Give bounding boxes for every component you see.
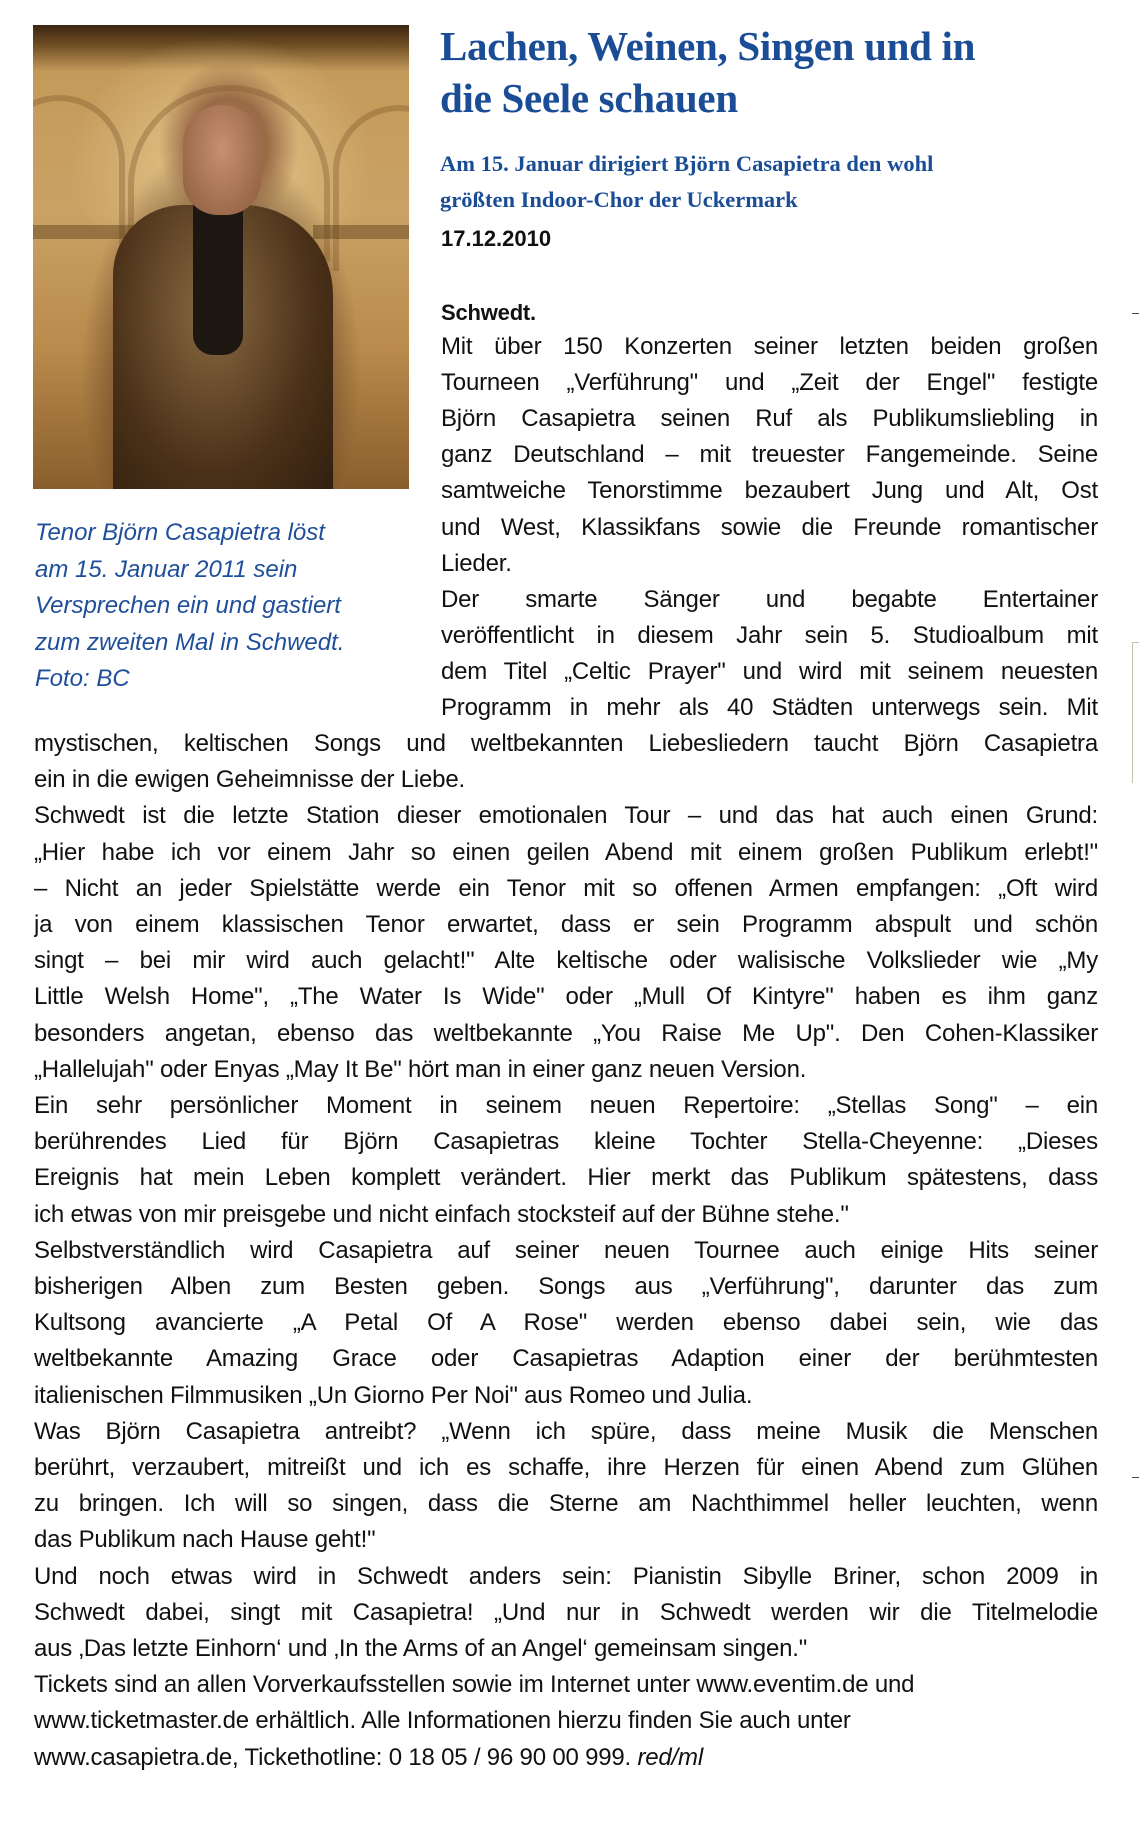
body-line: Schwedt dabei, singt mit Casapietra! „Und nur in Schwedt werden wir die Titelmelodie	[34, 1598, 1098, 1626]
author-signature: red/ml	[637, 1743, 703, 1771]
body-line: singt – bei mir wird auch gelacht!" Alte keltische oder walisische Volkslieder wie „My	[34, 947, 1098, 975]
body-line: berührendes Lied für Björn Casapietras kleine Tochter Stella-Cheyenne: „Dieses	[34, 1128, 1098, 1156]
caption-line: Tenor Björn Casapietra löst	[35, 519, 325, 546]
body-line: Programm in mehr als 40 Städten unterwegs sein. Mit	[441, 694, 1098, 721]
body-line: veröffentlicht in diesem Jahr sein 5. Studioalbum mit	[441, 621, 1098, 649]
body-line: dem Titel „Celtic Prayer" und wird mit seinem neuesten	[441, 657, 1098, 685]
body-line: „Hallelujah" oder Enyas „May It Be" hört man in einer ganz neuen Version.	[34, 1055, 807, 1083]
body-line: mystischen, keltischen Songs und weltbekannten Liebesliedern taucht Björn Casapietra	[34, 730, 1098, 757]
caption-line: zum zweiten Mal in Schwedt.	[35, 628, 345, 656]
photo-figure-head	[183, 105, 261, 215]
body-line: Und noch etwas wird in Schwedt anders sein: Pianistin Sibylle Briner, schon 2009 in	[34, 1562, 1098, 1590]
body-line: ich etwas von mir preisgebe und nicht einfach stocksteif auf der Bühne stehe."	[34, 1200, 849, 1228]
body-line: zu bringen. Ich will so singen, dass die Sterne am Nachthimmel heller leuchten, wenn	[34, 1490, 1098, 1518]
body-line: Schwedt ist die letzte Station dieser emotionalen Tour – und das hat auch einen Grund:	[34, 802, 1098, 830]
article-date: 17.12.2010	[441, 226, 552, 251]
photo-arch-right	[333, 105, 409, 271]
body-line: ganz Deutschland – mit treuester Fangemeinde. Seine	[441, 441, 1098, 469]
body-line: samtweiche Tenorstimme bezaubert Jung und Alt, Ost	[441, 477, 1098, 505]
headline-line: Lachen, Weinen, Singen und in	[440, 23, 976, 69]
photo-caption	[35, 515, 415, 698]
caption-line: am 15. Januar 2011 sein	[35, 555, 298, 583]
body-line: Mit über 150 Konzerten seiner letzten beiden großen	[441, 333, 1098, 360]
body-line: Ein sehr persönlicher Moment in seinem neuen Repertoire: „Stellas Song" – ein	[34, 1092, 1098, 1119]
body-line: www.ticketmaster.de erhältlich. Alle Informationen hierzu finden Sie auch unter	[34, 1707, 851, 1735]
subheadline-line: größten Indoor-Chor der Uckermark	[440, 187, 798, 212]
body-line: das Publikum nach Hause geht!"	[34, 1526, 376, 1554]
body-line: weltbekannte Amazing Grace oder Casapietras Adaption einer der berühmtesten	[34, 1345, 1098, 1373]
body-line: Tickets sind an allen Vorverkaufsstellen sowie im Internet unter www.eventim.de und	[34, 1671, 915, 1699]
edge-mark	[1132, 1477, 1139, 1478]
photo-ledge-right	[313, 225, 409, 239]
body-line: Kultsong avancierte „A Petal Of A Rose" werden ebenso dabei sein, wie das	[34, 1309, 1098, 1337]
body-line: ein in die ewigen Geheimnisse der Liebe.	[34, 766, 465, 794]
body-line: Björn Casapietra seinen Ruf als Publikumsliebling in	[441, 405, 1098, 433]
body-line: Was Björn Casapietra antreibt? „Wenn ich spüre, dass meine Musik die Menschen	[34, 1417, 1098, 1445]
body-line: Selbstverständlich wird Casapietra auf seiner neuen Tournee auch einige Hits seiner	[34, 1236, 1098, 1264]
article-dateline: Schwedt.	[441, 300, 536, 325]
subheadline-line: Am 15. Januar dirigiert Björn Casapietra den wohl	[440, 151, 934, 176]
edge-mark	[1132, 313, 1139, 314]
article-subheadline	[440, 146, 1120, 218]
body-line: Tourneen „Verführung" und „Zeit der Engel" festigte	[441, 369, 1098, 397]
headline-line: die Seele schauen	[440, 75, 738, 121]
body-line: Little Welsh Home", „The Water Is Wide" oder „Mull Of Kintyre" haben es ihm ganz	[34, 983, 1098, 1011]
caption-credit: Foto: BC	[35, 665, 130, 692]
body-line-text: www.casapietra.de, Tickethotline: 0 18 05 / 96 90 00 999.	[34, 1743, 631, 1771]
body-line: bisherigen Alben zum Besten geben. Songs aus „Verführung", darunter das zum	[34, 1273, 1098, 1300]
edge-frame	[1132, 642, 1139, 783]
body-line	[34, 1744, 1098, 1772]
body-line: berührt, verzaubert, mitreißt und ich es schaffe, ihre Herzen für einen Abend zum Glühen	[34, 1454, 1098, 1481]
article-headline	[440, 20, 1120, 124]
body-line: aus ‚Das letzte Einhorn‘ und ‚In the Arms of an Angel‘ gemeinsam singen."	[34, 1635, 808, 1662]
body-line: Lieder.	[441, 549, 512, 577]
body-line: – Nicht an jeder Spielstätte werde ein Tenor mit so offenen Armen empfangen: „Oft wird	[34, 874, 1098, 902]
body-line: „Hier habe ich vor einem Jahr so einen geilen Abend mit einem großen Publikum erlebt!"	[34, 838, 1098, 866]
body-line: italienischen Filmmusiken „Un Giorno Per Noi" aus Romeo und Julia.	[34, 1381, 753, 1409]
photo-ledge-left	[33, 225, 133, 239]
body-line: und West, Klassikfans sowie die Freunde romantischer	[441, 513, 1098, 541]
body-line: Ereignis hat mein Leben komplett verändert. Hier merkt das Publikum spätestens, dass	[34, 1164, 1098, 1192]
article-photo	[33, 25, 409, 489]
body-line: Der smarte Sänger und begabte Entertainer	[441, 585, 1098, 613]
caption-line: Versprechen ein und gastiert	[35, 592, 341, 619]
body-line: ja von einem klassischen Tenor erwartet, dass er sein Programm abspult und schön	[34, 911, 1098, 938]
photo-figure-shirt	[193, 205, 243, 355]
body-line: besonders angetan, ebenso das weltbekannte „You Raise Me Up". Den Cohen-Klassiker	[34, 1019, 1098, 1047]
